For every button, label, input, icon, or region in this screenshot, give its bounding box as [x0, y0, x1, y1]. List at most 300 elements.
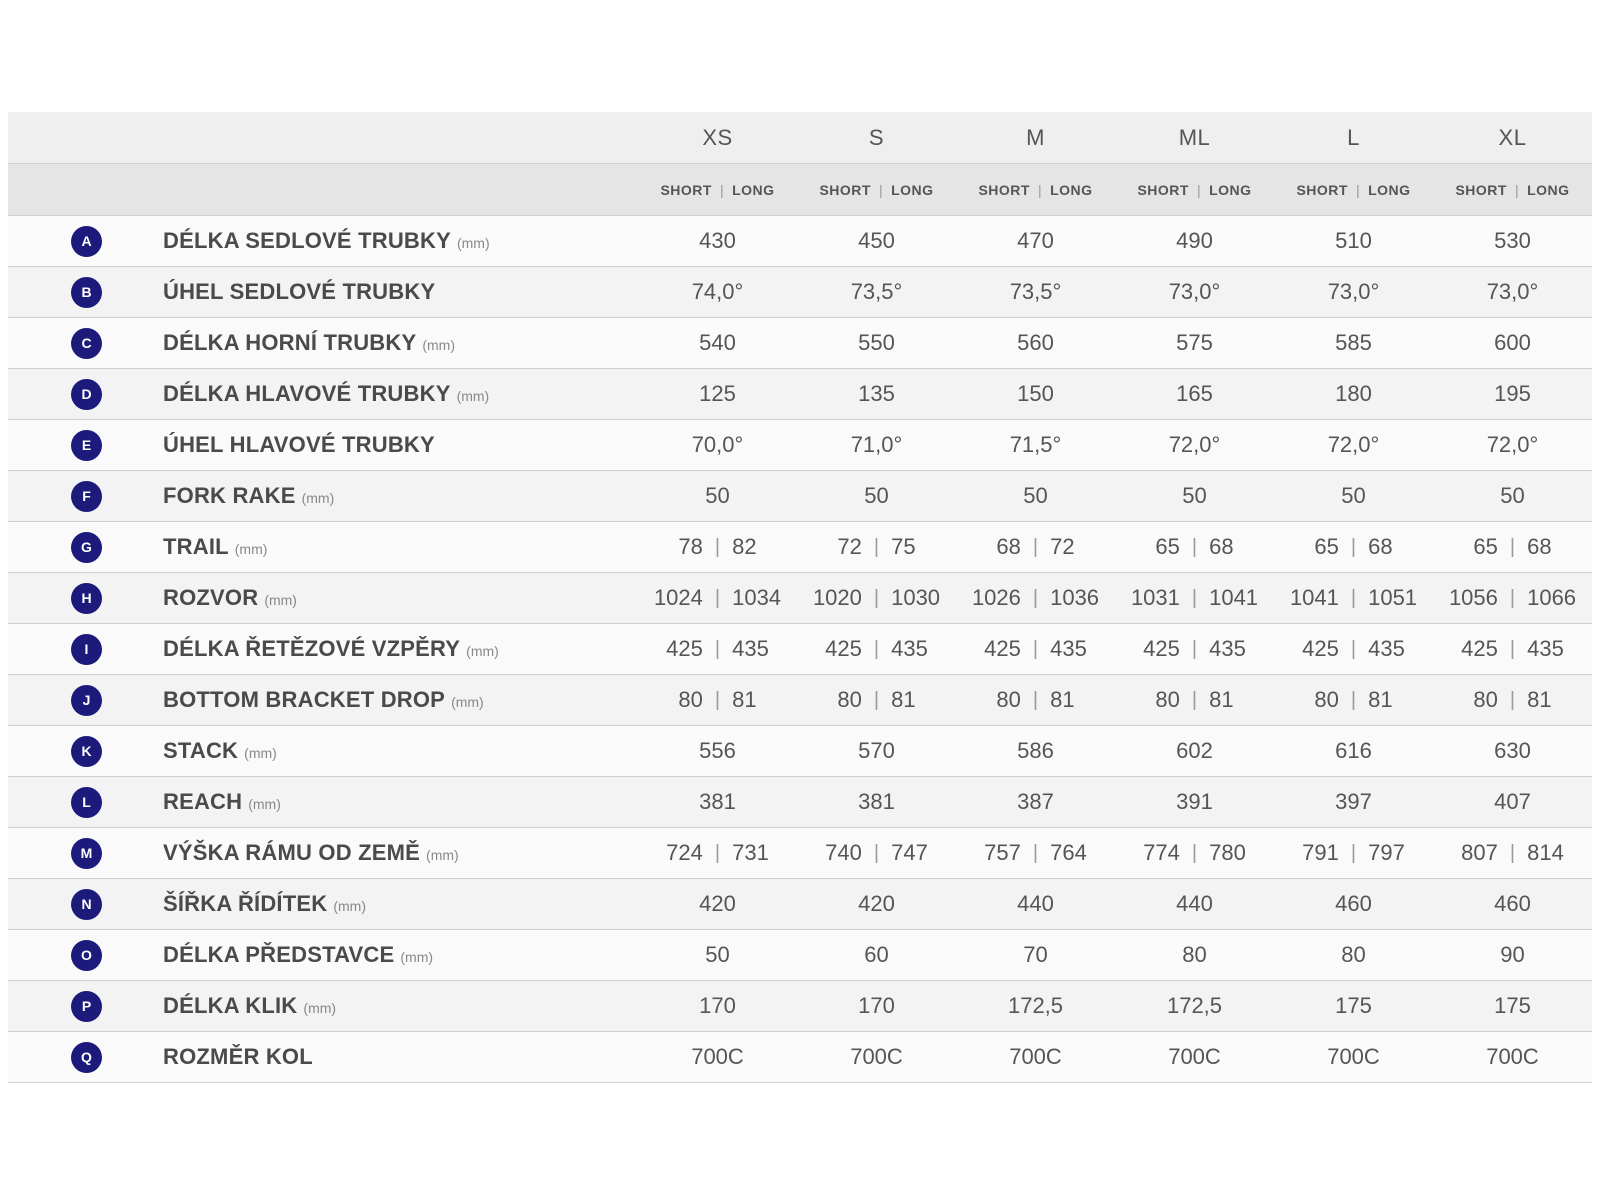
variant-short-label: SHORT [978, 181, 1030, 198]
value-long: 731 [732, 840, 769, 865]
value-separator: | [1509, 688, 1516, 711]
value-long: 747 [891, 840, 928, 865]
measurement-name-cell [163, 573, 638, 623]
value: 700C [1009, 1044, 1062, 1069]
value-cell [797, 828, 956, 878]
value-short: 65 [1473, 534, 1498, 559]
value-cell [638, 216, 797, 266]
value-long: 1051 [1368, 585, 1418, 610]
value: 616 [1335, 738, 1372, 763]
value: 391 [1176, 789, 1213, 814]
variant-labels [797, 164, 956, 215]
value-cell [956, 420, 1115, 470]
value-cell [638, 369, 797, 419]
value: 450 [858, 228, 895, 253]
variant-short-label: SHORT [819, 181, 871, 198]
value-short: 774 [1143, 840, 1180, 865]
value-cell [1274, 267, 1433, 317]
value-long: 81 [1050, 687, 1075, 712]
value-cell [638, 1032, 797, 1082]
value-cell [797, 930, 956, 980]
measurement-name-cell [163, 267, 638, 317]
value: 430 [699, 228, 736, 253]
badge-cell [8, 1032, 163, 1082]
value: 440 [1017, 891, 1054, 916]
table-body [8, 216, 1592, 1083]
value: 550 [858, 330, 895, 355]
size-column-header [1274, 112, 1433, 163]
subheader-spacer [8, 164, 638, 215]
measurement-letter-badge: B [71, 277, 102, 308]
value: 420 [699, 891, 736, 916]
value-separator: | [1350, 841, 1357, 864]
value: 50 [1500, 483, 1525, 508]
value-long: 814 [1527, 840, 1564, 865]
value: 170 [699, 993, 736, 1018]
value: 700C [1327, 1044, 1380, 1069]
variant-separator: | [719, 181, 725, 198]
value-short: 1026 [971, 585, 1021, 610]
value: 135 [858, 381, 895, 406]
measurement-name: DÉLKA PŘEDSTAVCE [163, 942, 395, 967]
measurement-name-cell [163, 369, 638, 419]
value-cell [1274, 1032, 1433, 1082]
value: 80 [1341, 942, 1366, 967]
value-cell [1115, 267, 1274, 317]
value-cell [956, 675, 1115, 725]
value-cell [797, 624, 956, 674]
value-cell [1433, 828, 1592, 878]
value: 150 [1017, 381, 1054, 406]
value-cell [1115, 369, 1274, 419]
measurement-name: DÉLKA KLIK [163, 993, 298, 1018]
measurement-unit: (mm) [456, 388, 490, 404]
table-row [8, 624, 1592, 675]
value-long: 68 [1368, 534, 1393, 559]
measurement-name: FORK RAKE [163, 483, 296, 508]
value: 90 [1500, 942, 1525, 967]
value-short: 791 [1302, 840, 1339, 865]
table-row [8, 930, 1592, 981]
value-short: 80 [996, 687, 1021, 712]
value-cell [638, 420, 797, 470]
value-cell [797, 777, 956, 827]
measurement-name-cell [163, 930, 638, 980]
measurement-name: BOTTOM BRACKET DROP [163, 687, 446, 712]
measurement-letter-badge: Q [71, 1042, 102, 1073]
value-cell [1115, 1032, 1274, 1082]
value-cell [1115, 471, 1274, 521]
value: 602 [1176, 738, 1213, 763]
badge-cell [8, 267, 163, 317]
badge-cell [8, 981, 163, 1031]
value-short: 425 [666, 636, 703, 661]
value-cell [1274, 624, 1433, 674]
value-cell [638, 828, 797, 878]
measurement-unit: (mm) [244, 745, 277, 761]
value-long: 1030 [891, 585, 941, 610]
value: 70 [1023, 942, 1048, 967]
value-separator: | [1509, 535, 1516, 558]
measurement-letter-badge: G [71, 532, 102, 563]
measurement-letter-badge: L [71, 787, 102, 818]
measurement-unit: (mm) [264, 592, 297, 608]
value-long: 1066 [1527, 585, 1577, 610]
value-separator: | [1509, 637, 1516, 660]
size-column-header [1115, 112, 1274, 163]
value: 600 [1494, 330, 1531, 355]
value-cell [1433, 318, 1592, 368]
measurement-name-cell [163, 777, 638, 827]
table-row [8, 879, 1592, 930]
value-cell [1274, 522, 1433, 572]
value-cell [1274, 471, 1433, 521]
measurement-name: REACH [163, 789, 243, 814]
value-cell [956, 216, 1115, 266]
value-cell [956, 369, 1115, 419]
variant-labels [1433, 164, 1592, 215]
value: 381 [699, 789, 736, 814]
value-cell [1115, 216, 1274, 266]
value: 407 [1494, 789, 1531, 814]
measurement-name-cell [163, 624, 638, 674]
value: 50 [705, 483, 730, 508]
table-row [8, 828, 1592, 879]
size-label: L [1347, 124, 1360, 150]
value-cell [1274, 828, 1433, 878]
value: 175 [1494, 993, 1531, 1018]
value: 556 [699, 738, 736, 763]
value-short: 72 [837, 534, 862, 559]
measurement-unit: (mm) [426, 847, 459, 863]
value-cell [1115, 675, 1274, 725]
value-cell [1433, 573, 1592, 623]
value-cell [797, 369, 956, 419]
measurement-unit: (mm) [451, 694, 484, 710]
value-cell [797, 573, 956, 623]
value: 73,0° [1486, 279, 1539, 304]
value-separator: | [1032, 535, 1039, 558]
measurement-unit: (mm) [234, 541, 268, 557]
value-separator: | [1032, 688, 1039, 711]
measurement-name: DÉLKA SEDLOVÉ TRUBKY [163, 228, 451, 253]
value-cell [1274, 675, 1433, 725]
variant-labels [1115, 164, 1274, 215]
value-separator: | [873, 841, 880, 864]
badge-cell [8, 624, 163, 674]
value-separator: | [1350, 688, 1357, 711]
measurement-name: DÉLKA HORNÍ TRUBKY [163, 330, 417, 355]
measurement-name: TRAIL [163, 534, 229, 559]
value-cell [1115, 522, 1274, 572]
value-cell [1433, 777, 1592, 827]
value: 50 [1341, 483, 1366, 508]
variant-separator: | [1196, 181, 1202, 198]
geometry-table [8, 112, 1592, 1083]
table-row [8, 726, 1592, 777]
value-long: 435 [1209, 636, 1246, 661]
value: 73,5° [850, 279, 903, 304]
measurement-name-cell [163, 420, 638, 470]
variant-labels [638, 164, 797, 215]
value-long: 1041 [1209, 585, 1259, 610]
value-separator: | [714, 841, 721, 864]
size-label: XS [702, 124, 733, 150]
value-cell [1115, 981, 1274, 1031]
table-row [8, 471, 1592, 522]
value-separator: | [1350, 535, 1357, 558]
value-short: 425 [1302, 636, 1339, 661]
measurement-unit: (mm) [466, 643, 499, 659]
value-separator: | [1509, 586, 1516, 609]
variant-short-label: SHORT [1455, 181, 1507, 198]
measurement-name-cell [163, 879, 638, 929]
value: 172,5 [1007, 993, 1064, 1018]
value: 80 [1182, 942, 1207, 967]
value-long: 1036 [1050, 585, 1100, 610]
variant-separator: | [1355, 181, 1361, 198]
measurement-letter-badge: H [71, 583, 102, 614]
value-cell [797, 981, 956, 1031]
value-cell [956, 879, 1115, 929]
value-cell [638, 471, 797, 521]
measurement-name: DÉLKA HLAVOVÉ TRUBKY [163, 381, 451, 406]
value-short: 740 [825, 840, 862, 865]
value-cell [1274, 726, 1433, 776]
badge-cell [8, 675, 163, 725]
value: 440 [1176, 891, 1213, 916]
value-cell [1115, 420, 1274, 470]
badge-cell [8, 879, 163, 929]
variant-separator: | [1037, 181, 1043, 198]
measurement-unit: (mm) [303, 1000, 337, 1016]
value-cell [797, 1032, 956, 1082]
value-short: 80 [1473, 687, 1498, 712]
value-cell [638, 267, 797, 317]
measurement-letter-badge: P [71, 991, 102, 1022]
value-short: 724 [666, 840, 703, 865]
badge-cell [8, 726, 163, 776]
value: 125 [699, 381, 736, 406]
value-short: 425 [825, 636, 862, 661]
value-separator: | [714, 535, 721, 558]
value-cell [797, 267, 956, 317]
measurement-unit: (mm) [333, 898, 367, 914]
value-separator: | [1191, 586, 1198, 609]
value-long: 797 [1368, 840, 1405, 865]
value-cell [638, 777, 797, 827]
measurement-name-cell [163, 522, 638, 572]
value: 170 [858, 993, 895, 1018]
value: 73,0° [1327, 279, 1380, 304]
value-cell [1433, 369, 1592, 419]
value-cell [1115, 726, 1274, 776]
value-short: 425 [984, 636, 1021, 661]
variant-separator: | [1514, 181, 1520, 198]
value: 381 [858, 789, 895, 814]
value-short: 78 [678, 534, 703, 559]
value-separator: | [873, 535, 880, 558]
value-cell [1274, 216, 1433, 266]
value: 560 [1017, 330, 1054, 355]
value-long: 68 [1527, 534, 1552, 559]
value-separator: | [1350, 586, 1357, 609]
measurement-name-cell [163, 318, 638, 368]
value: 50 [1023, 483, 1048, 508]
table-row [8, 675, 1592, 726]
measurement-letter-badge: D [71, 379, 102, 410]
value: 60 [864, 942, 889, 967]
measurement-letter-badge: N [71, 889, 102, 920]
value: 165 [1176, 381, 1213, 406]
value-cell [1433, 624, 1592, 674]
value: 460 [1494, 891, 1531, 916]
value-cell [797, 420, 956, 470]
size-column-header [638, 112, 797, 163]
value-separator: | [873, 637, 880, 660]
value-cell [956, 471, 1115, 521]
value: 74,0° [691, 279, 744, 304]
value-long: 82 [732, 534, 757, 559]
value: 175 [1335, 993, 1372, 1018]
value-separator: | [1509, 841, 1516, 864]
value-separator: | [1191, 637, 1198, 660]
value-separator: | [1032, 841, 1039, 864]
variant-header-row [8, 164, 1592, 216]
measurement-name-cell [163, 981, 638, 1031]
badge-cell [8, 216, 163, 266]
measurement-name: ŠÍŘKA ŘÍDÍTEK [163, 891, 328, 916]
table-row [8, 369, 1592, 420]
variant-long-label: LONG [1368, 181, 1411, 198]
value-cell [956, 573, 1115, 623]
value: 72,0° [1168, 432, 1221, 457]
table-row [8, 777, 1592, 828]
variant-short-label: SHORT [1296, 181, 1348, 198]
value-cell [1274, 981, 1433, 1031]
value-short: 425 [1143, 636, 1180, 661]
measurement-name: ROZVOR [163, 585, 259, 610]
value-long: 764 [1050, 840, 1087, 865]
size-label: M [1026, 124, 1045, 150]
value: 530 [1494, 228, 1531, 253]
value-short: 65 [1155, 534, 1180, 559]
value-cell [1433, 1032, 1592, 1082]
variant-long-label: LONG [1050, 181, 1093, 198]
value-short: 1056 [1448, 585, 1498, 610]
measurement-letter-badge: F [71, 481, 102, 512]
value-cell [956, 828, 1115, 878]
value-cell [1115, 930, 1274, 980]
size-label: S [868, 124, 885, 150]
value-cell [1115, 879, 1274, 929]
value-long: 435 [732, 636, 769, 661]
value-separator: | [1191, 841, 1198, 864]
value: 73,0° [1168, 279, 1221, 304]
badge-cell [8, 318, 163, 368]
measurement-name: VÝŠKA RÁMU OD ZEMĚ [163, 840, 421, 865]
value-cell [1274, 573, 1433, 623]
value: 72,0° [1486, 432, 1539, 457]
variant-labels [1274, 164, 1433, 215]
value-cell [1433, 471, 1592, 521]
value: 73,5° [1009, 279, 1062, 304]
measurement-name-cell [163, 216, 638, 266]
variant-short-label: SHORT [1137, 181, 1189, 198]
value-cell [956, 522, 1115, 572]
value-separator: | [873, 586, 880, 609]
value-long: 72 [1050, 534, 1075, 559]
value-cell [1433, 675, 1592, 725]
measurement-unit: (mm) [301, 490, 335, 506]
value-cell [797, 471, 956, 521]
value-cell [1433, 216, 1592, 266]
badge-cell [8, 777, 163, 827]
value-separator: | [1191, 535, 1198, 558]
value-cell [797, 522, 956, 572]
value-short: 807 [1461, 840, 1498, 865]
value-short: 80 [1314, 687, 1339, 712]
value-cell [1115, 573, 1274, 623]
value-long: 81 [891, 687, 916, 712]
value: 490 [1176, 228, 1213, 253]
value-cell [638, 573, 797, 623]
value-cell [638, 318, 797, 368]
badge-cell [8, 828, 163, 878]
measurement-unit: (mm) [248, 796, 281, 812]
value-separator: | [714, 688, 721, 711]
table-row [8, 318, 1592, 369]
measurement-letter-badge: K [71, 736, 102, 767]
value-long: 435 [891, 636, 928, 661]
value-cell [797, 879, 956, 929]
value-cell [797, 216, 956, 266]
measurement-name: DÉLKA ŘETĚZOVÉ VZPĚRY [163, 636, 461, 661]
value-long: 435 [1050, 636, 1087, 661]
measurement-unit: (mm) [422, 337, 455, 353]
value: 700C [691, 1044, 744, 1069]
value-cell [1433, 267, 1592, 317]
value-cell [1115, 777, 1274, 827]
value-cell [638, 726, 797, 776]
measurement-name-cell [163, 471, 638, 521]
value-cell [1433, 930, 1592, 980]
variant-long-label: LONG [1209, 181, 1252, 198]
value-cell [1433, 522, 1592, 572]
measurement-unit: (mm) [456, 235, 490, 251]
value: 460 [1335, 891, 1372, 916]
size-column-header [1433, 112, 1592, 163]
value: 397 [1335, 789, 1372, 814]
measurement-name-cell [163, 828, 638, 878]
measurement-letter-badge: I [71, 634, 102, 665]
value-cell [956, 981, 1115, 1031]
value-cell [1274, 930, 1433, 980]
value-long: 1034 [732, 585, 782, 610]
value-cell [1274, 369, 1433, 419]
value: 195 [1494, 381, 1531, 406]
value-cell [1274, 777, 1433, 827]
variant-labels [956, 164, 1115, 215]
value-cell [638, 930, 797, 980]
variant-long-label: LONG [1527, 181, 1570, 198]
value-cell [1433, 981, 1592, 1031]
size-column-header [797, 112, 956, 163]
value-cell [638, 624, 797, 674]
value-long: 81 [1209, 687, 1234, 712]
value-cell [797, 318, 956, 368]
measurement-letter-badge: J [71, 685, 102, 716]
